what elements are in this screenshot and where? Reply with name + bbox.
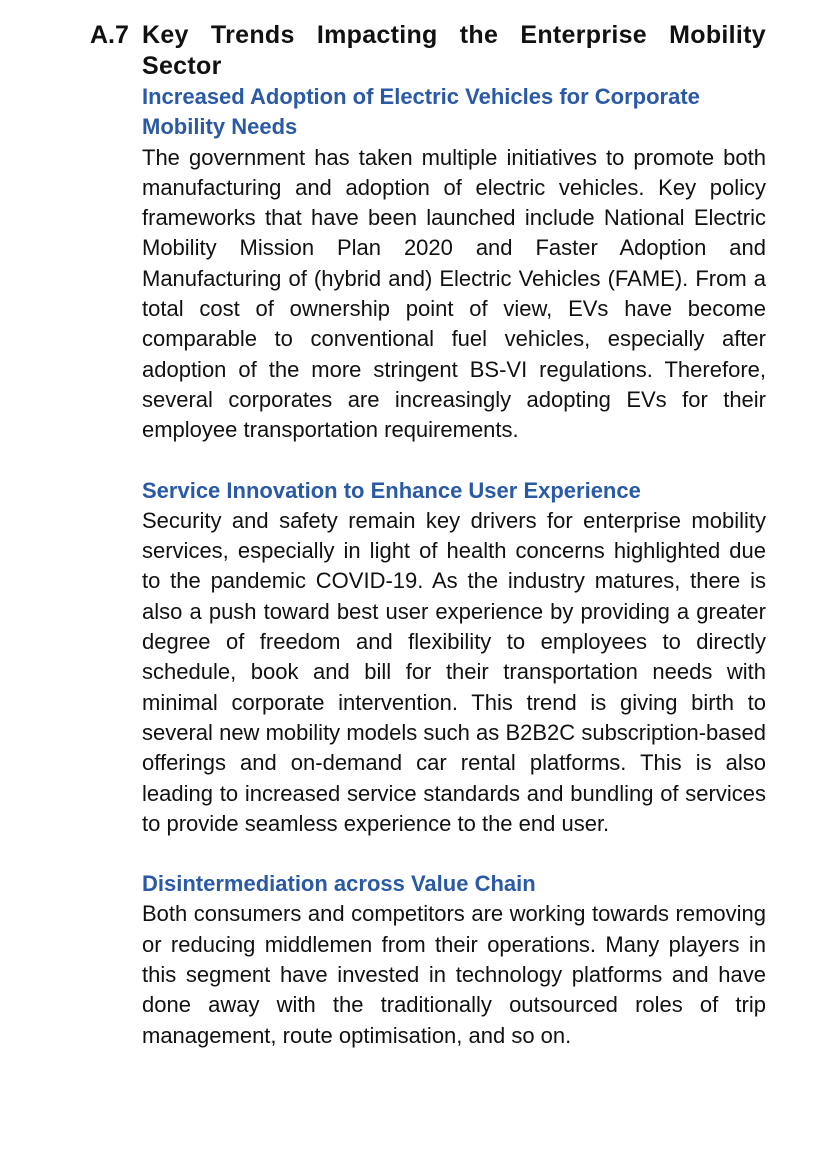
subsection-heading-disintermediation: Disintermediation across Value Chain xyxy=(142,871,536,897)
section-number: A.7 xyxy=(90,21,129,49)
subsection-body-service-innovation: Security and safety remain key drivers for enterprise mobility services, especially in light of health concerns highlighted due to the pandemic COVID-19. As the industry matures, there is also a push toward best user experience by providing a greater degree of freedom and flexibility to employees to directly schedule, book and bill for their transportation needs with minimal corporate intervention. This trend is giving birth to several new mobility models such as B2B2C subscription-based offerings and on-demand car rental platforms. This is also leading to increased service standards and bundling of services to provide seamless experience to the end user. xyxy=(142,507,766,836)
paragraph-spacer xyxy=(142,839,766,869)
paragraph-spacer xyxy=(142,446,766,476)
subsection-body-disintermediation: Both consumers and competitors are working towards removing or reducing middlemen from their operations. Many players in this segment have invested in technology platforms and have done away with the traditionally outsourced roles of trip management, route optimisation, and so on. xyxy=(142,901,766,1048)
subsection-heading-service-innovation: Service Innovation to Enhance User Experience xyxy=(142,477,641,503)
subsection-heading-ev-adoption: Increased Adoption of Electric Vehicles for Corporate Mobility Needs xyxy=(142,84,700,140)
subsection-body-ev-adoption: The government has taken multiple initiatives to promote both manufacturing and adoption of electric vehicles. Key policy frameworks that have been launched include National Electric Mobility Mission Plan 2020 and Faster Adoption and Manufacturing of (hybrid and) Electric Vehicles (FAME). From a total cost of ownership point of view, EVs have become comparable to conventional fuel vehicles, especially after adoption of the more stringent BS-VI regulations. Therefore, several corporates are increasingly adopting EVs for their employee transportation requirements. xyxy=(142,144,766,443)
section-title: Key Trends Impacting the Enterprise Mobility Sector xyxy=(142,21,766,80)
section-heading xyxy=(90,20,766,82)
section-content xyxy=(142,82,766,1051)
